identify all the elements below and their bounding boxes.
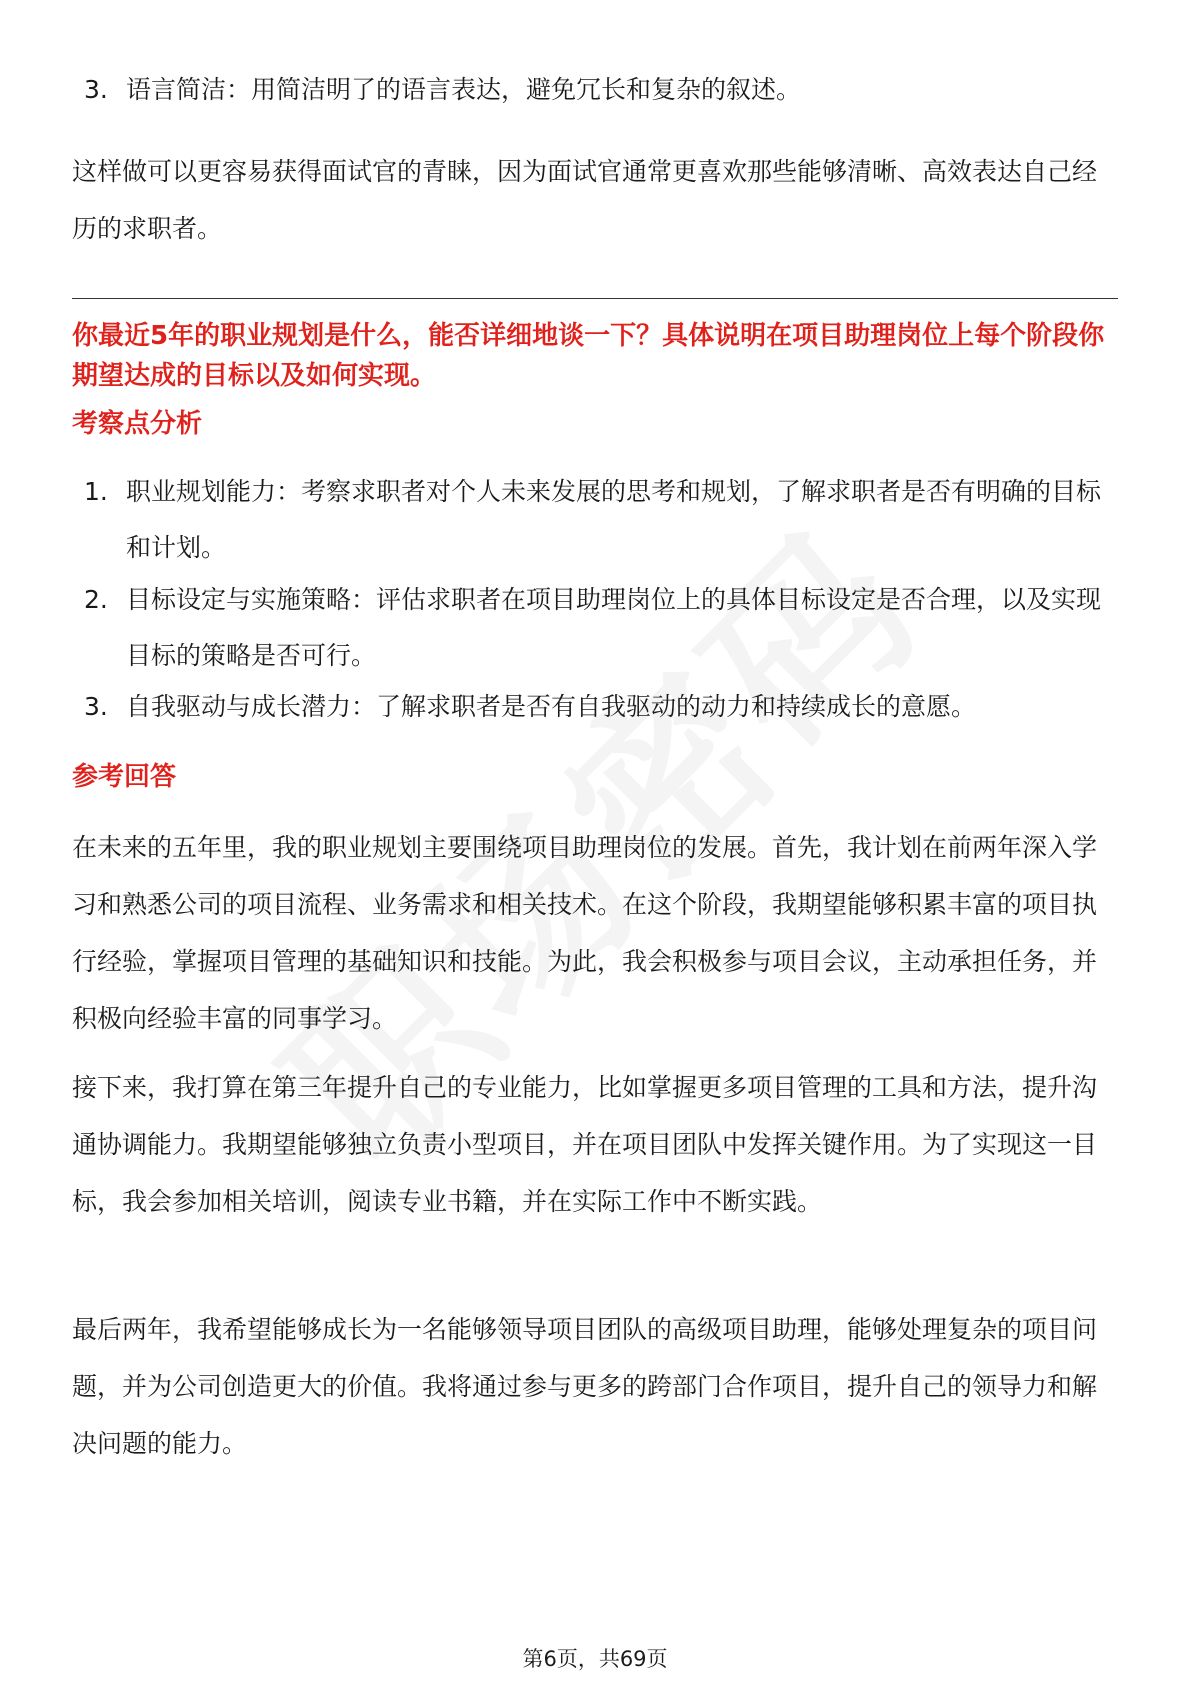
list-number: 2.	[84, 585, 108, 614]
list-item	[72, 679, 1118, 735]
list-number: 1.	[84, 477, 108, 506]
list-number: 3.	[84, 75, 108, 104]
answer-paragraph: 接下来，我打算在第三年提升自己的专业能力，比如掌握更多项目管理的工具和方法，提升沟通协调能力。我期望能够独立负责小型项目，并在项目团队中发挥关键作用。为了实现这一目标，我会参加相关培训，阅读专业书籍，并在实际工作中不断实践。	[72, 1073, 1098, 1216]
list-text: 职业规划能力：考察求职者对个人未来发展的思考和规划，了解求职者是否有明确的目标和计划。	[126, 477, 1102, 562]
list-text: 目标设定与实施策略：评估求职者在项目助理岗位上的具体目标设定是否合理，以及实现目标的策略是否可行。	[126, 585, 1102, 670]
section-divider	[72, 298, 1118, 299]
answer-paragraph: 最后两年，我希望能够成长为一名能够领导项目团队的高级项目助理，能够处理复杂的项目问题，并为公司创造更大的价值。我将通过参与更多的跨部门合作项目，提升自己的领导力和解决问题的能力。	[72, 1315, 1098, 1458]
list-text: 语言简洁：用简洁明了的语言表达，避免冗长和复杂的叙述。	[126, 75, 802, 104]
list-item	[72, 464, 1118, 576]
list-item	[72, 572, 1118, 684]
conclusion-paragraph: 这样做可以更容易获得面试官的青睐，因为面试官通常更喜欢那些能够清晰、高效表达自己经历的求职者。	[72, 157, 1098, 243]
answer-paragraph: 在未来的五年里，我的职业规划主要围绕项目助理岗位的发展。首先，我计划在前两年深入学习和熟悉公司的项目流程、业务需求和相关技术。在这个阶段，我期望能够积累丰富的项目执行经验，掌握项目管理的基础知识和技能。为此，我会积极参与项目会议，主动承担任务，并积极向经验丰富的同事学习。	[72, 833, 1098, 1033]
list-number: 3.	[84, 692, 108, 721]
answer-heading: 参考回答	[72, 762, 177, 792]
question-title: 你最近5年的职业规划是什么，能否详细地谈一下？具体说明在项目助理岗位上每个阶段你期望达成的目标以及如何实现。	[72, 321, 1105, 391]
page-footer: 第6页，共69页	[522, 1647, 668, 1671]
list-item	[72, 62, 1118, 118]
analysis-heading: 考察点分析	[72, 409, 203, 439]
list-text: 自我驱动与成长潜力：了解求职者是否有自我驱动的动力和持续成长的意愿。	[126, 692, 977, 721]
